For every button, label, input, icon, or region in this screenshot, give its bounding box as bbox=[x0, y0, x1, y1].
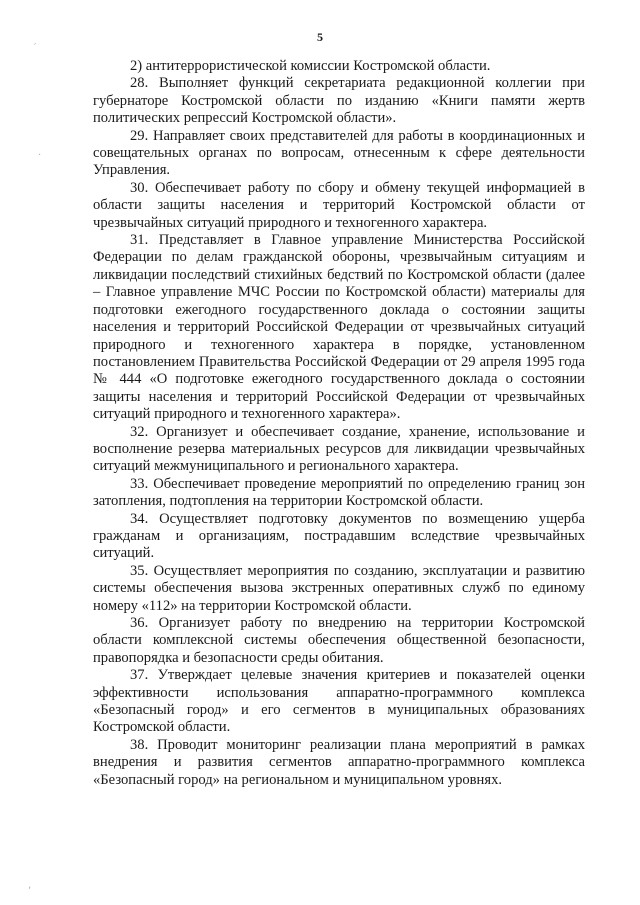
document-body bbox=[93, 58, 585, 789]
paragraph-35: 35. Осуществляет мероприятия по созданию, эксплуатации и развитию системы обеспечения вызова экстренных оперативных служб по единому номеру «112» на территории Костромской области. bbox=[93, 562, 585, 614]
paragraph-item-2: 2) антитеррористической комиссии Костромской области. bbox=[130, 58, 491, 74]
scan-mark: ′ bbox=[34, 42, 37, 53]
paragraph-32: 32. Организует и обеспечивает создание, хранение, использование и восполнение резерва материальных ресурсов для ликвидации чрезвычайных ситуаций межмуниципального и регионального характера. bbox=[93, 423, 585, 475]
paragraph-37: 37. Утверждает целевые значения критериев и показателей оценки эффективности использования аппаратно-программного комплекса «Безопасный город» и его сегментов в муниципальных образованиях Костромской области. bbox=[93, 667, 585, 736]
paragraph-34: 34. Осуществляет подготовку документов по возмещению ущерба гражданам и организациям, пострадавшим вследствие чрезвычайных ситуаций. bbox=[93, 510, 585, 562]
paragraph-30: 30. Обеспечивает работу по сбору и обмену текущей информацией в области защиты населения и территорий Костромской области от чрезвычайных ситуаций природного и техногенного характера. bbox=[93, 179, 585, 231]
paragraph-33: 33. Обеспечивает проведение мероприятий по определению границ зон затопления, подтопления на территории Костромской области. bbox=[93, 475, 585, 510]
paragraph-28: 28. Выполняет функций секретариата редакционной коллегии при губернаторе Костромской области по изданию «Книги памяти жертв политических репрессий Костромской области». bbox=[93, 75, 585, 127]
scan-mark: , bbox=[28, 880, 32, 891]
paragraph-38: 38. Проводит мониторинг реализации плана мероприятий в рамках внедрения и развития сегментов аппаратно-программного комплекса «Безопасный город» на региональном и муниципальном уровнях. bbox=[93, 736, 585, 788]
paragraph-29: 29. Направляет своих представителей для работы в координационных и совещательных органах по вопросам, отнесенным к сфере деятельности Управления. bbox=[93, 127, 585, 179]
scan-mark: · bbox=[38, 150, 42, 161]
page-number: 5 bbox=[317, 30, 323, 44]
paragraph-36: 36. Организует работу по внедрению на территории Костромской области комплексной системы обеспечения общественной безопасности, правопорядка и безопасности среды обитания. bbox=[93, 615, 585, 666]
paragraph-31: 31. Представляет в Главное управление Министерства Российской Федерации по делам гражданской обороны, чрезвычайным ситуациям и ликвидации последствий стихийных бедствий по Костромской области (далее – Главное управление МЧС России по Костромской области) материалы для подготовки ежегодного государственного доклада о состоянии защиты населения и территорий Российской Федерации от чрезвычайных ситуаций природного и техногенного характера в порядке, установленном постановлением Правительства Российской Федерации от 29 апреля 1995 года № 444 «О подготовке ежегодного государственного доклада о состоянии защиты населения и территорий Российской Федерации от чрезвычайных ситуаций природного и техногенного характера». bbox=[93, 232, 585, 423]
